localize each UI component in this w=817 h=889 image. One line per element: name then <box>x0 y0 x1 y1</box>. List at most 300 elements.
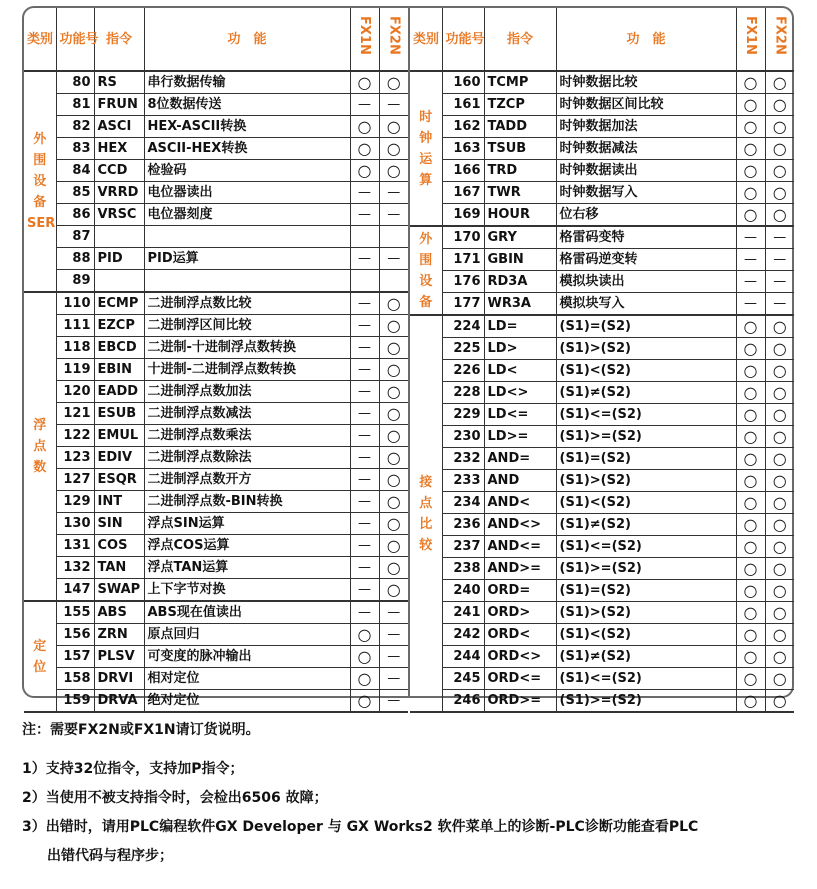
number-cell: 147 <box>56 579 94 602</box>
fx2n-cell: ○ <box>379 381 408 403</box>
table-row <box>410 338 794 360</box>
function-cell <box>144 270 350 293</box>
instruction-cell: ORD< <box>484 624 556 646</box>
function-cell: (S1)>=(S2) <box>556 558 736 580</box>
instruction-cell: EDIV <box>94 447 144 469</box>
function-cell: ASCII-HEX转换 <box>144 138 350 160</box>
number-cell: 233 <box>442 470 484 492</box>
table-row <box>24 668 408 690</box>
instruction-cell: GRY <box>484 226 556 249</box>
table-row <box>24 624 408 646</box>
instruction-cell: ECMP <box>94 292 144 315</box>
fx1n-cell: — <box>350 94 379 116</box>
function-cell: 模拟块读出 <box>556 271 736 293</box>
fx1n-cell: ○ <box>736 514 765 536</box>
function-cell: 格雷码逆变转 <box>556 249 736 271</box>
instruction-cell: EBIN <box>94 359 144 381</box>
category-cell: 接点比较 <box>410 315 442 712</box>
instruction-cell: AND< <box>484 492 556 514</box>
fx1n-cell: — <box>350 403 379 425</box>
instruction-cell <box>94 270 144 293</box>
fx1n-cell: ○ <box>350 624 379 646</box>
fx1n-cell: — <box>350 425 379 447</box>
table-row <box>410 315 794 338</box>
left-table-panel <box>24 8 408 710</box>
function-cell: 电位器刻度 <box>144 204 350 226</box>
fx1n-cell: ○ <box>736 160 765 182</box>
function-cell: (S1)<=(S2) <box>556 536 736 558</box>
table-row <box>410 668 794 690</box>
function-cell: (S1)>(S2) <box>556 470 736 492</box>
table-row <box>410 646 794 668</box>
header-fx2n: FX2N <box>379 8 408 71</box>
instruction-cell <box>94 226 144 248</box>
instruction-cell: ORD<= <box>484 668 556 690</box>
function-cell: (S1)=(S2) <box>556 315 736 338</box>
right-table-panel <box>410 8 794 710</box>
fx2n-cell: — <box>379 94 408 116</box>
function-cell: 原点回归 <box>144 624 350 646</box>
fx1n-cell: — <box>736 271 765 293</box>
table-row <box>24 204 408 226</box>
table-row <box>410 71 794 94</box>
table-row <box>410 382 794 404</box>
function-cell: 模拟块写入 <box>556 293 736 316</box>
number-cell: 246 <box>442 690 484 713</box>
fx1n-cell: — <box>736 226 765 249</box>
fx1n-cell: ○ <box>736 492 765 514</box>
instruction-cell: VRSC <box>94 204 144 226</box>
fx2n-cell: ○ <box>765 138 794 160</box>
fx1n-cell: ○ <box>736 71 765 94</box>
number-cell: 234 <box>442 492 484 514</box>
fx2n-cell: ○ <box>765 160 794 182</box>
number-cell: 81 <box>56 94 94 116</box>
instruction-cell: ORD<> <box>484 646 556 668</box>
fx1n-cell: ○ <box>736 470 765 492</box>
instruction-cell: TCMP <box>484 71 556 94</box>
table-row <box>24 359 408 381</box>
number-cell: 163 <box>442 138 484 160</box>
note-item-2: 2）当使用不被支持指令时，会检出6506 故障； <box>22 790 328 806</box>
fx2n-cell: — <box>379 668 408 690</box>
fx1n-cell: ○ <box>350 668 379 690</box>
number-cell: 119 <box>56 359 94 381</box>
table-row <box>410 360 794 382</box>
instruction-cell: RD3A <box>484 271 556 293</box>
number-cell: 89 <box>56 270 94 293</box>
fx2n-cell: ○ <box>379 160 408 182</box>
fx1n-cell: ○ <box>736 182 765 204</box>
instruction-cell: ORD= <box>484 580 556 602</box>
function-cell: (S1)≠(S2) <box>556 382 736 404</box>
function-cell: (S1)=(S2) <box>556 580 736 602</box>
fx1n-cell: — <box>350 535 379 557</box>
table-row <box>410 558 794 580</box>
instruction-cell: LD<> <box>484 382 556 404</box>
function-cell: 绝对定位 <box>144 690 350 713</box>
fx2n-cell: ○ <box>379 292 408 315</box>
table-row <box>24 116 408 138</box>
fx2n-cell: ○ <box>765 514 794 536</box>
fx2n-cell: ○ <box>379 359 408 381</box>
category-cell: 外围设备SER <box>24 71 56 292</box>
number-cell: 162 <box>442 116 484 138</box>
fx2n-cell: — <box>379 182 408 204</box>
fx2n-cell: ○ <box>379 337 408 359</box>
fx2n-cell: ○ <box>765 580 794 602</box>
fx1n-cell: ○ <box>736 536 765 558</box>
header-category: 类别 <box>410 8 442 71</box>
number-cell: 157 <box>56 646 94 668</box>
header-instruction: 指令 <box>484 8 556 71</box>
number-cell: 131 <box>56 535 94 557</box>
instruction-cell: ABS <box>94 601 144 624</box>
fx1n-cell: — <box>350 447 379 469</box>
function-cell: 二进制浮点数开方 <box>144 469 350 491</box>
fx1n-cell: — <box>736 249 765 271</box>
fx1n-cell: ○ <box>350 116 379 138</box>
fx1n-cell: ○ <box>350 690 379 713</box>
number-cell: 228 <box>442 382 484 404</box>
function-cell: 检验码 <box>144 160 350 182</box>
table-row <box>24 491 408 513</box>
table-row <box>24 690 408 713</box>
table-row <box>410 536 794 558</box>
fx2n-cell: — <box>765 271 794 293</box>
table-row <box>410 404 794 426</box>
fx1n-cell: ○ <box>736 426 765 448</box>
fx1n-cell: ○ <box>736 646 765 668</box>
fx1n-cell: — <box>350 182 379 204</box>
function-cell: 相对定位 <box>144 668 350 690</box>
number-cell: 121 <box>56 403 94 425</box>
function-cell: ABS现在值读出 <box>144 601 350 624</box>
note-item-1: 1）支持32位指令，支持加P指令； <box>22 761 244 777</box>
fx1n-cell: — <box>736 293 765 316</box>
header-number: 功能号 <box>442 8 484 71</box>
header-fx2n: FX2N <box>765 8 794 71</box>
function-cell: (S1)>=(S2) <box>556 690 736 713</box>
table-row <box>24 94 408 116</box>
fx1n-cell: — <box>350 337 379 359</box>
note-item-3-continued: 出错代码与程序步； <box>47 848 173 864</box>
instruction-cell: AND<= <box>484 536 556 558</box>
fx1n-cell <box>350 270 379 293</box>
number-cell: 83 <box>56 138 94 160</box>
number-cell: 229 <box>442 404 484 426</box>
number-cell: 85 <box>56 182 94 204</box>
number-cell: 238 <box>442 558 484 580</box>
table-row <box>24 403 408 425</box>
instruction-cell: GBIN <box>484 249 556 271</box>
function-cell: 可变度的脉冲输出 <box>144 646 350 668</box>
number-cell: 158 <box>56 668 94 690</box>
fx1n-cell: — <box>350 204 379 226</box>
number-cell: 120 <box>56 381 94 403</box>
instruction-cell: LD>= <box>484 426 556 448</box>
table-row <box>410 182 794 204</box>
table-row <box>24 381 408 403</box>
fx2n-cell: ○ <box>379 447 408 469</box>
function-cell <box>144 226 350 248</box>
instruction-cell: TZCP <box>484 94 556 116</box>
fx2n-cell: ○ <box>765 492 794 514</box>
number-cell: 240 <box>442 580 484 602</box>
fx1n-cell: ○ <box>736 338 765 360</box>
table-row <box>410 249 794 271</box>
function-cell: 二进制浮区间比较 <box>144 315 350 337</box>
instruction-cell: LD< <box>484 360 556 382</box>
instruction-cell: LD= <box>484 315 556 338</box>
table-row <box>24 535 408 557</box>
fx2n-cell: ○ <box>765 668 794 690</box>
instruction-cell: HOUR <box>484 204 556 227</box>
number-cell: 111 <box>56 315 94 337</box>
fx1n-cell: — <box>350 469 379 491</box>
table-row <box>410 624 794 646</box>
number-cell: 230 <box>442 426 484 448</box>
fx1n-cell: ○ <box>736 448 765 470</box>
fx1n-cell: ○ <box>736 690 765 713</box>
instruction-cell: ORD>= <box>484 690 556 713</box>
fx2n-cell <box>379 270 408 293</box>
fx1n-cell: — <box>350 381 379 403</box>
function-cell: 浮点SIN运算 <box>144 513 350 535</box>
number-cell: 123 <box>56 447 94 469</box>
number-cell: 166 <box>442 160 484 182</box>
number-cell: 156 <box>56 624 94 646</box>
number-cell: 167 <box>442 182 484 204</box>
instruction-cell: RS <box>94 71 144 94</box>
table-row <box>410 580 794 602</box>
table-row <box>410 94 794 116</box>
fx2n-cell: ○ <box>379 557 408 579</box>
table-row <box>24 557 408 579</box>
fx1n-cell: ○ <box>736 602 765 624</box>
fx1n-cell: — <box>350 579 379 602</box>
function-cell: 电位器读出 <box>144 182 350 204</box>
fx2n-cell: — <box>765 293 794 316</box>
fx1n-cell: ○ <box>350 160 379 182</box>
number-cell: 80 <box>56 71 94 94</box>
number-cell: 171 <box>442 249 484 271</box>
number-cell: 226 <box>442 360 484 382</box>
function-cell: 浮点TAN运算 <box>144 557 350 579</box>
header-category: 类别 <box>24 8 56 71</box>
category-cell: 外围设备 <box>410 226 442 315</box>
fx1n-cell: ○ <box>736 204 765 227</box>
function-cell: 格雷码变特 <box>556 226 736 249</box>
instruction-cell: TADD <box>484 116 556 138</box>
fx1n-cell: ○ <box>736 138 765 160</box>
fx2n-cell: ○ <box>379 469 408 491</box>
fx1n-cell: — <box>350 359 379 381</box>
number-cell: 155 <box>56 601 94 624</box>
fx2n-cell: — <box>379 248 408 270</box>
function-cell: 时钟数据区间比较 <box>556 94 736 116</box>
fx2n-cell: ○ <box>765 182 794 204</box>
number-cell: 122 <box>56 425 94 447</box>
instruction-cell: COS <box>94 535 144 557</box>
fx1n-cell: — <box>350 315 379 337</box>
instruction-cell: HEX <box>94 138 144 160</box>
function-cell: (S1)<(S2) <box>556 624 736 646</box>
fx2n-cell: — <box>379 690 408 713</box>
table-row <box>24 469 408 491</box>
instruction-cell: TSUB <box>484 138 556 160</box>
table-row <box>410 226 794 249</box>
table-row <box>24 646 408 668</box>
function-cell: (S1)<(S2) <box>556 360 736 382</box>
note-order: 注：需要FX2N或FX1N请订货说明。 <box>22 722 260 738</box>
function-cell: 二进制-十进制浮点数转换 <box>144 337 350 359</box>
instruction-table-right <box>410 8 794 713</box>
table-row <box>410 426 794 448</box>
number-cell: 237 <box>442 536 484 558</box>
fx2n-cell: ○ <box>765 338 794 360</box>
fx1n-cell: ○ <box>736 94 765 116</box>
instruction-cell: LD> <box>484 338 556 360</box>
instruction-cell: TAN <box>94 557 144 579</box>
function-cell: (S1)≠(S2) <box>556 646 736 668</box>
function-cell: 十进制-二进制浮点数转换 <box>144 359 350 381</box>
instruction-cell: AND<> <box>484 514 556 536</box>
instruction-cell: FRUN <box>94 94 144 116</box>
note-item-3: 3）出错时，请用PLC编程软件GX Developer 与 GX Works2 软件菜单上的诊断-PLC诊断功能查看PLC <box>22 819 699 835</box>
number-cell: 245 <box>442 668 484 690</box>
instruction-table-left <box>24 8 408 713</box>
function-cell: 时钟数据读出 <box>556 160 736 182</box>
fx2n-cell: ○ <box>379 425 408 447</box>
number-cell: 129 <box>56 491 94 513</box>
number-cell: 88 <box>56 248 94 270</box>
number-cell: 110 <box>56 292 94 315</box>
function-cell: 二进制浮点数除法 <box>144 447 350 469</box>
instruction-cell: DRVI <box>94 668 144 690</box>
fx1n-cell: ○ <box>350 138 379 160</box>
fx1n-cell: — <box>350 248 379 270</box>
fx2n-cell <box>379 226 408 248</box>
instruction-cell: AND= <box>484 448 556 470</box>
function-cell: 二进制浮点数比较 <box>144 292 350 315</box>
number-cell: 169 <box>442 204 484 227</box>
function-cell: HEX-ASCII转换 <box>144 116 350 138</box>
function-cell: 二进制浮点数-BIN转换 <box>144 491 350 513</box>
fx2n-cell: — <box>765 226 794 249</box>
number-cell: 241 <box>442 602 484 624</box>
table-row <box>24 160 408 182</box>
instruction-cell: EBCD <box>94 337 144 359</box>
fx1n-cell: ○ <box>736 558 765 580</box>
fx2n-cell: ○ <box>379 513 408 535</box>
table-row <box>24 226 408 248</box>
function-cell: (S1)=(S2) <box>556 448 736 470</box>
function-cell: 时钟数据写入 <box>556 182 736 204</box>
instruction-cell: AND <box>484 470 556 492</box>
category-cell: 浮点数 <box>24 292 56 601</box>
number-cell: 118 <box>56 337 94 359</box>
fx2n-cell: ○ <box>765 404 794 426</box>
instruction-cell: TRD <box>484 160 556 182</box>
instruction-cell: DRVA <box>94 690 144 713</box>
function-cell: (S1)>=(S2) <box>556 426 736 448</box>
fx2n-cell: — <box>379 601 408 624</box>
number-cell: 244 <box>442 646 484 668</box>
fx2n-cell: ○ <box>765 558 794 580</box>
fx2n-cell: ○ <box>379 71 408 94</box>
function-cell: (S1)>(S2) <box>556 602 736 624</box>
instruction-cell: EADD <box>94 381 144 403</box>
function-cell: (S1)<=(S2) <box>556 668 736 690</box>
fx2n-cell: ○ <box>379 579 408 602</box>
fx2n-cell: ○ <box>765 204 794 227</box>
number-cell: 159 <box>56 690 94 713</box>
fx2n-cell: ○ <box>765 470 794 492</box>
instruction-cell: ESUB <box>94 403 144 425</box>
table-row <box>410 448 794 470</box>
fx2n-cell: ○ <box>379 138 408 160</box>
table-row <box>24 248 408 270</box>
header-function: 功 能 <box>144 8 350 71</box>
number-cell: 232 <box>442 448 484 470</box>
instruction-cell: ORD> <box>484 602 556 624</box>
table-row <box>24 425 408 447</box>
function-cell: (S1)<=(S2) <box>556 404 736 426</box>
table-row <box>410 690 794 713</box>
function-cell: 上下字节对换 <box>144 579 350 602</box>
fx1n-cell: ○ <box>736 360 765 382</box>
instruction-cell: SIN <box>94 513 144 535</box>
table-row <box>410 138 794 160</box>
table-row <box>24 601 408 624</box>
function-cell: 时钟数据比较 <box>556 71 736 94</box>
instruction-cell: CCD <box>94 160 144 182</box>
header-fx1n: FX1N <box>736 8 765 71</box>
number-cell: 84 <box>56 160 94 182</box>
table-row <box>410 492 794 514</box>
instruction-cell: TWR <box>484 182 556 204</box>
fx1n-cell: ○ <box>350 646 379 668</box>
function-cell: 二进制浮点数减法 <box>144 403 350 425</box>
fx1n-cell <box>350 226 379 248</box>
function-cell: 二进制浮点数乘法 <box>144 425 350 447</box>
table-row <box>24 182 408 204</box>
fx2n-cell: ○ <box>765 690 794 713</box>
fx2n-cell: ○ <box>765 426 794 448</box>
fx2n-cell: — <box>765 249 794 271</box>
instruction-cell: PID <box>94 248 144 270</box>
function-cell: PID运算 <box>144 248 350 270</box>
fx1n-cell: ○ <box>736 580 765 602</box>
notes-section <box>22 716 802 871</box>
fx2n-cell: ○ <box>765 448 794 470</box>
function-cell: 串行数据传输 <box>144 71 350 94</box>
function-cell: 时钟数据加法 <box>556 116 736 138</box>
table-row <box>410 204 794 227</box>
instruction-cell: EMUL <box>94 425 144 447</box>
instruction-table-frame <box>22 6 794 710</box>
category-cell: 时钟运算 <box>410 71 442 226</box>
instruction-cell: AND>= <box>484 558 556 580</box>
table-row <box>24 138 408 160</box>
fx2n-cell: ○ <box>765 646 794 668</box>
table-header-row <box>24 8 408 71</box>
number-cell: 224 <box>442 315 484 338</box>
fx1n-cell: ○ <box>350 71 379 94</box>
function-cell: (S1)<(S2) <box>556 492 736 514</box>
function-cell: (S1)>(S2) <box>556 338 736 360</box>
